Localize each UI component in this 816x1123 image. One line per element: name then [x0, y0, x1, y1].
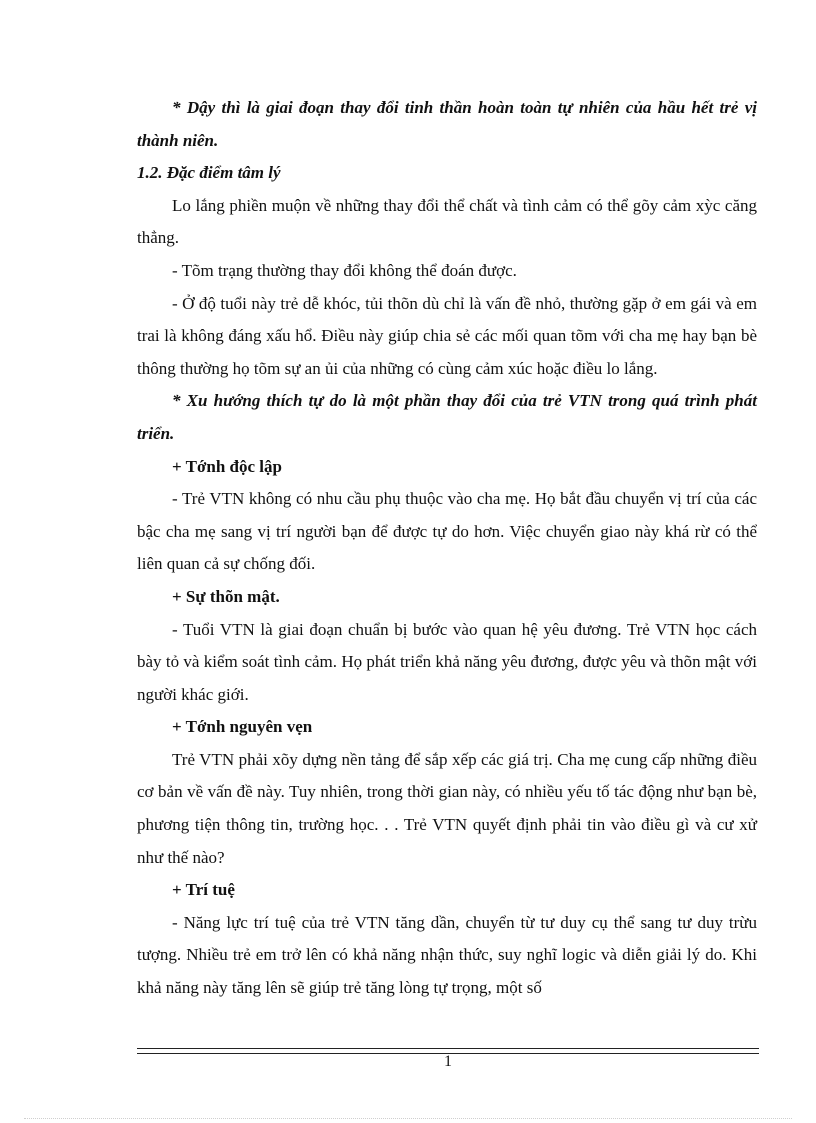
paragraph: Trẻ VTN phải xõy dựng nền tảng để sắp xếp các giá trị. Cha mẹ cung cấp những điều cơ bản về vấn đề này. Tuy nhiên, trong thời gian này, có nhiều yếu tố tác động như bạn bè, phương tiện thông tin, trường học. . . Trẻ VTN quyết định phải tin vào điều gì và cư xử như thế nào?	[137, 749, 757, 867]
paragraph: - Tuổi VTN là giai đoạn chuẩn bị bước vào quan hệ yêu đương. Trẻ VTN học cách bày tỏ và kiểm soát tình cảm. Họ phát triển khả năng yêu đương, được yêu và thõn mật với người khác giới.	[137, 619, 757, 704]
section-heading: 1.2. Đặc điểm tâm lý	[137, 163, 281, 183]
paragraph: Lo lắng phiền muộn về những thay đổi thể chất và tình cảm có thể gõy cảm xỳc căng thẳng.	[137, 195, 757, 248]
emphasis-paragraph: * Xu hướng thích tự do là một phần thay đổi của trẻ VTN trong quá trình phát triển.	[137, 391, 757, 443]
subheading: + Tớnh độc lập	[172, 456, 282, 476]
paragraph: - Tõm trạng thường thay đổi không thể đoán được.	[172, 260, 517, 280]
page-number: 1	[444, 1053, 452, 1070]
subheading: + Tớnh nguyên vẹn	[172, 717, 313, 737]
body-text	[137, 92, 757, 1005]
paragraph: - Năng lực trí tuệ của trẻ VTN tăng dần, chuyển từ tư duy cụ thể sang tư duy trừu tượng. Nhiều trẻ em trở lên có khả năng nhận thức, suy nghĩ logic và diễn giải lý do. Khi khả năng này tăng lên sẽ giúp trẻ tăng lòng tự trọng, một số	[137, 912, 757, 998]
emphasis-paragraph: * Dậy thì là giai đoạn thay đổi tinh thần hoàn toàn tự nhiên của hầu hết trẻ vị thành niên.	[137, 98, 757, 150]
page-bottom-divider	[24, 1118, 792, 1119]
paragraph: - Ở độ tuổi này trẻ dễ khóc, tủi thõn dù chỉ là vấn đề nhỏ, thường gặp ở em gái và em trai là không đáng xấu hổ. Điều này giúp chia sẻ các mối quan tõm với cha mẹ hay bạn bè thông thường họ tõm sự an ủi của những có cùng cảm xúc hoặc điều lo lắng.	[137, 293, 757, 378]
subheading: + Sự thõn mật.	[172, 586, 280, 606]
subheading: + Trí tuệ	[172, 880, 235, 900]
paragraph: - Trẻ VTN không có nhu cầu phụ thuộc vào cha mẹ. Họ bắt đầu chuyển vị trí của các bậc cha mẹ sang vị trí người bạn để được tự do hơn. Việc chuyển giao này khá rừ có thể liên quan cả sự chống đối.	[137, 489, 757, 574]
